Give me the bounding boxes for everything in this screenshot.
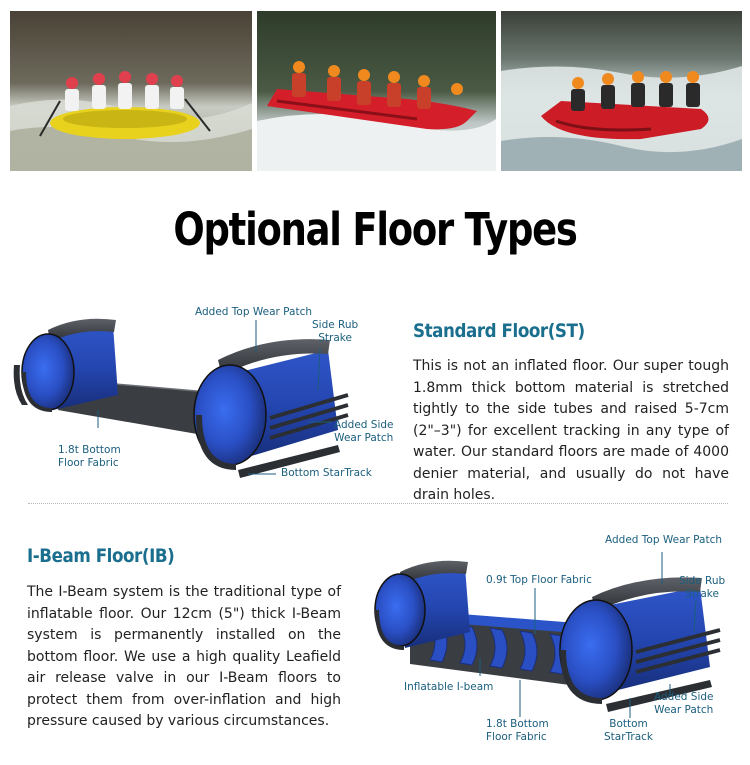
standard-floor-description: This is not an inflated floor. Our super tough 1.8mm thick bottom material is stretched tightly to the side tubes and raised 5-7cm (2"–3") for excellent tracking in any type of water. Our standard floors are made of 4000 denier material, and usually do not have drain holes. bbox=[413, 358, 729, 503]
ib-label-bottom-fabric-line1: 1.8t Bottom bbox=[486, 718, 549, 730]
st-label-side-patch-line2: Wear Patch bbox=[334, 432, 394, 444]
st-label-side-patch bbox=[334, 419, 394, 445]
ib-label-side-rub-line2: Strake bbox=[685, 588, 719, 600]
ib-label-bottom-fabric-line2: Floor Fabric bbox=[486, 731, 547, 743]
ib-label-inflatable: Inflatable I-beam bbox=[404, 681, 494, 693]
ibeam-floor-heading: I-Beam Floor(IB) bbox=[27, 545, 175, 567]
rafting-photo-red-raft-1 bbox=[257, 11, 496, 171]
st-label-side-rub-line1: Side Rub bbox=[312, 319, 359, 331]
standard-floor-heading: Standard Floor(ST) bbox=[413, 320, 585, 342]
st-label-bottom-fabric-line2: Floor Fabric bbox=[58, 457, 119, 469]
ib-label-side-rub-line1: Side Rub bbox=[679, 575, 726, 587]
ibeam-floor-description: The I-Beam system is the traditional type of inflatable floor. Our 12cm (5") thick I-Beam system is permanently installed on the bottom floor. We use a high quality Leafield air release valve in our I-Beam floors to protect them from over-inflation and high pressure caused by various circumstances. bbox=[27, 584, 341, 729]
ib-label-side-patch-line1: Added Side bbox=[654, 691, 714, 703]
st-label-bottom-fabric bbox=[58, 444, 121, 470]
ib-label-side-rub bbox=[679, 575, 725, 601]
st-label-side-rub-line2: Strake bbox=[318, 332, 352, 344]
rafting-photo-yellow-raft bbox=[10, 11, 252, 171]
ib-label-startrack bbox=[604, 718, 653, 744]
st-label-top-patch: Added Top Wear Patch bbox=[195, 306, 313, 318]
st-label-startrack: Bottom StarTrack bbox=[281, 467, 372, 479]
rafting-photo-red-raft-2 bbox=[501, 11, 742, 171]
st-label-bottom-fabric-line1: 1.8t Bottom bbox=[58, 444, 121, 456]
st-label-side-patch-line1: Added Side bbox=[334, 419, 394, 431]
ib-label-startrack-line2: StarTrack bbox=[604, 731, 654, 743]
ib-label-bottom-fabric bbox=[486, 718, 549, 744]
section-divider bbox=[28, 503, 728, 504]
ib-label-startrack-line1: Bottom bbox=[609, 718, 648, 730]
ib-label-side-patch-line2: Wear Patch bbox=[654, 704, 714, 716]
ib-label-top-fabric: 0.9t Top Floor Fabric bbox=[486, 574, 592, 586]
ib-label-top-patch: Added Top Wear Patch bbox=[605, 534, 723, 546]
page-title: Optional Floor Types bbox=[173, 203, 577, 256]
st-label-side-rub bbox=[312, 319, 358, 345]
ib-label-side-patch bbox=[654, 691, 714, 717]
